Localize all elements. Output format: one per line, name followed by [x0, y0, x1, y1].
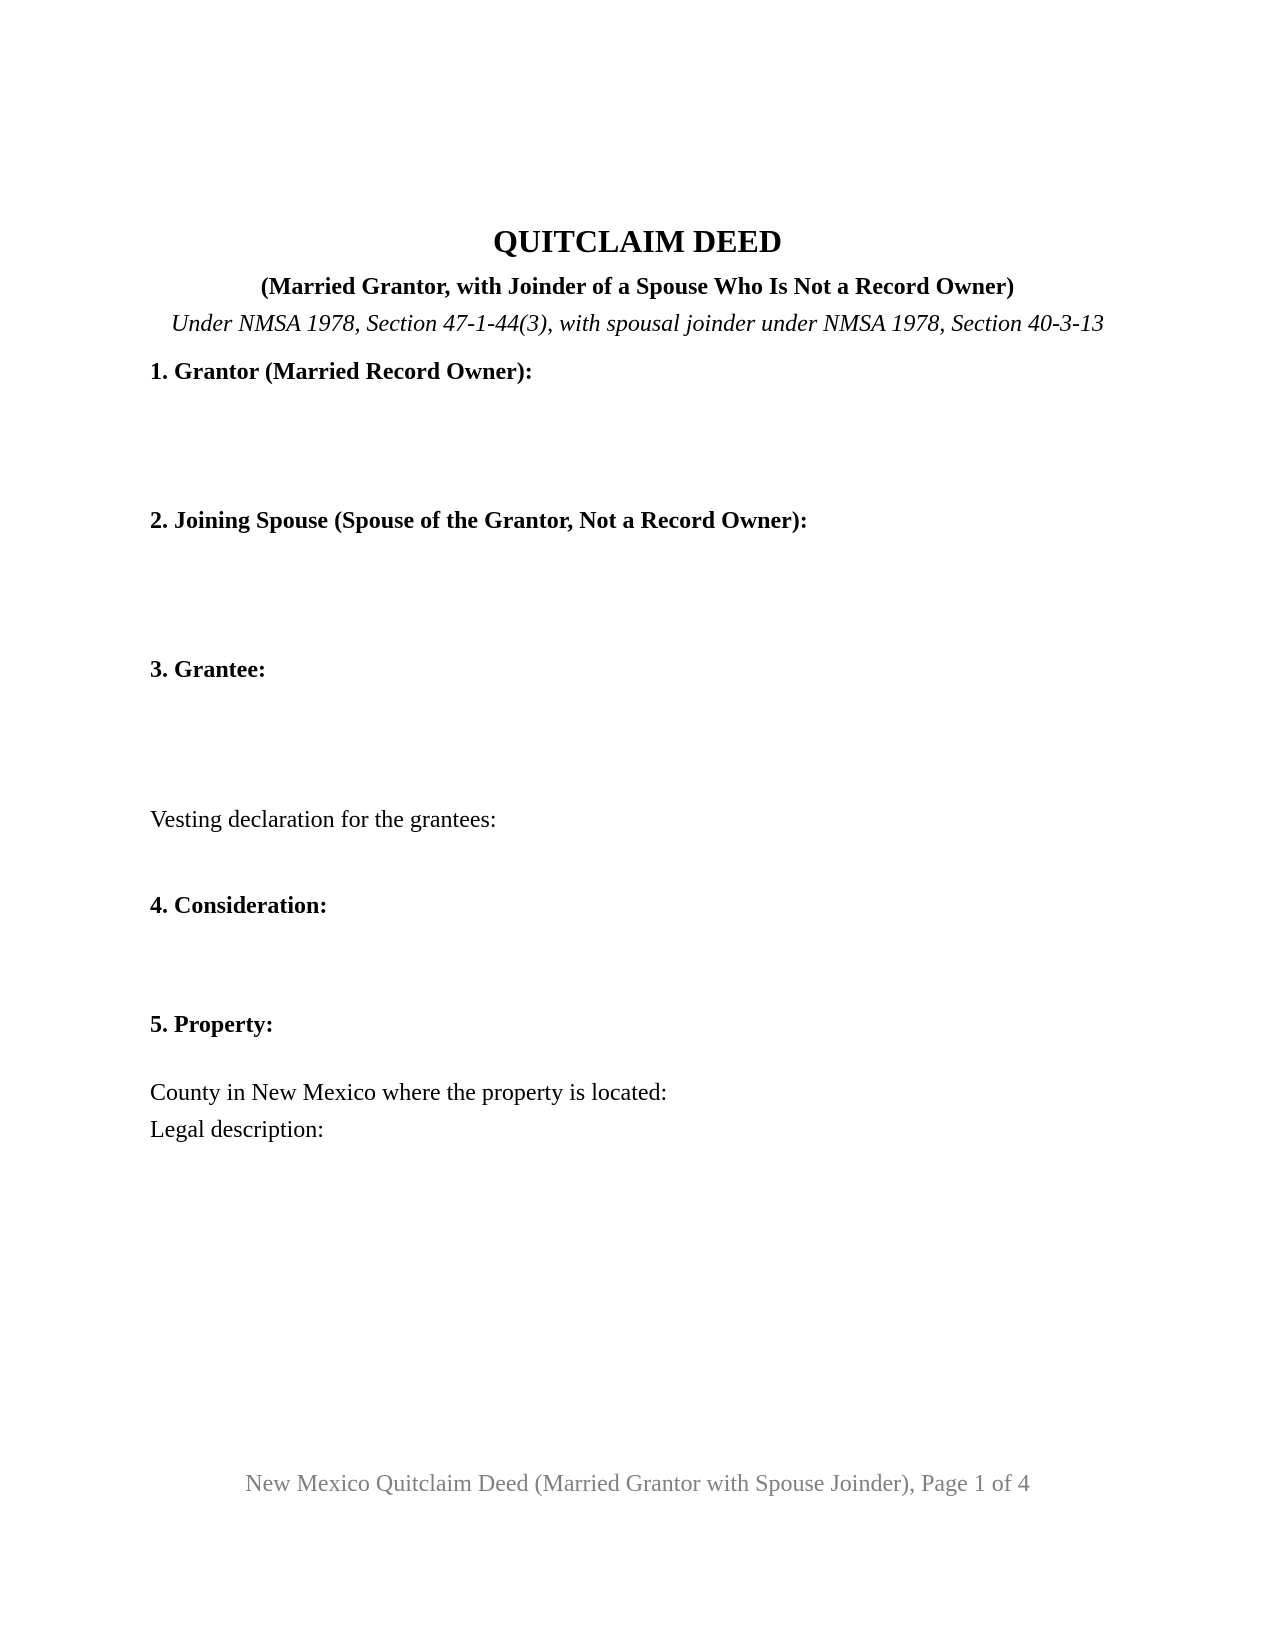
section-grantee-heading: 3. Grantee: [150, 657, 266, 683]
statute-reference: Under NMSA 1978, Section 47-1-44(3), with spousal joinder under NMSA 1978, Section 40-3-13 [170, 311, 1105, 337]
section-property-heading: 5. Property: [150, 1012, 274, 1038]
document-subtitle: (Married Grantor, with Joinder of a Spouse Who Is Not a Record Owner) [260, 274, 1015, 300]
page-footer: New Mexico Quitclaim Deed (Married Grantor with Spouse Joinder), Page 1 of 4 [245, 1471, 1030, 1497]
section-joining-spouse-heading: 2. Joining Spouse (Spouse of the Grantor, Not a Record Owner): [150, 508, 808, 534]
county-label: County in New Mexico where the property is located: [150, 1080, 668, 1106]
section-consideration-heading: 4. Consideration: [150, 893, 328, 919]
legal-description-label: Legal description: [150, 1117, 324, 1143]
document-title: QUITCLAIM DEED [493, 223, 782, 259]
vesting-declaration-label: Vesting declaration for the grantees: [150, 807, 497, 833]
section-grantor-heading: 1. Grantor (Married Record Owner): [150, 359, 533, 385]
